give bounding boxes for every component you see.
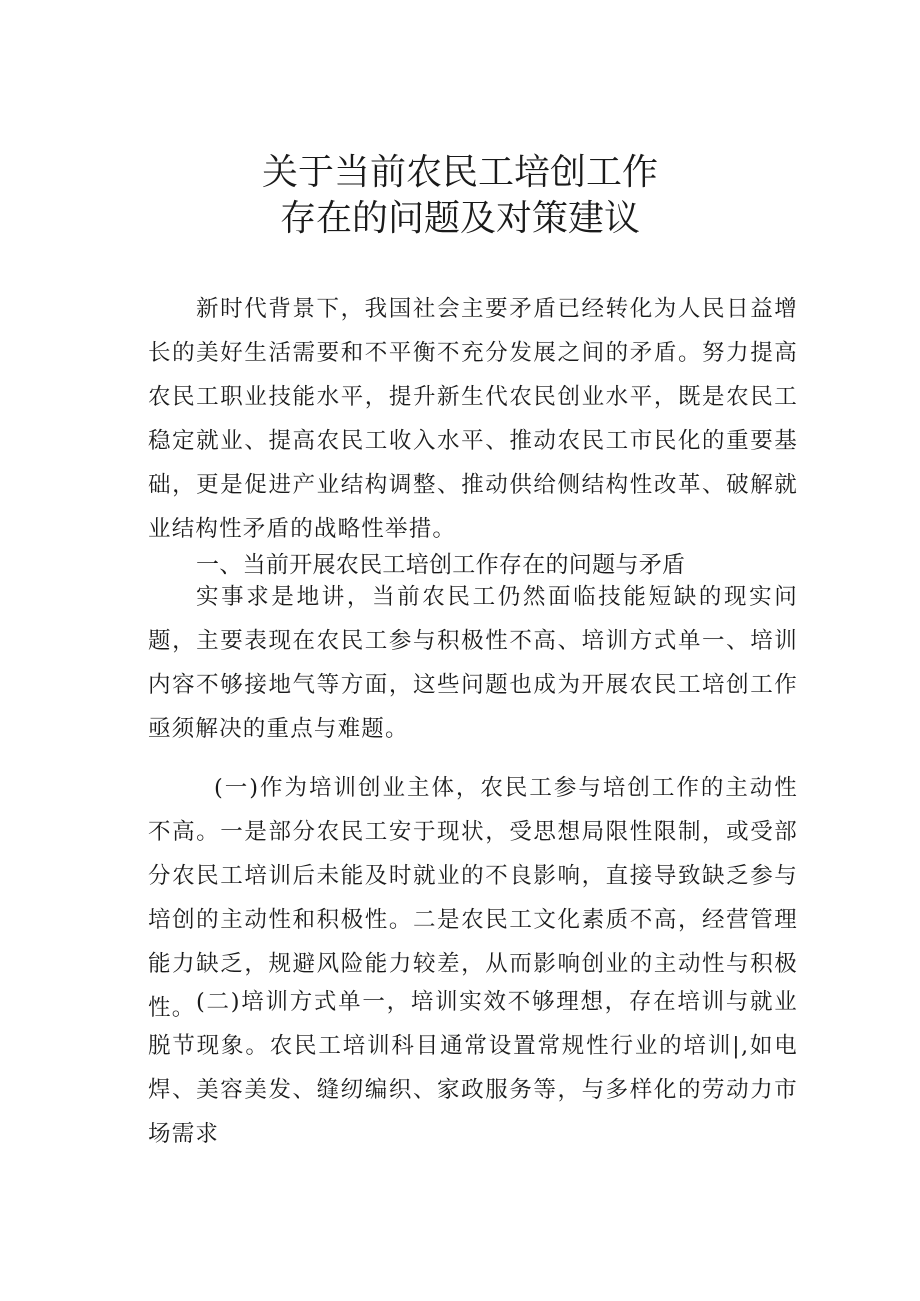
paragraph-point-2: (二)培训方式单一，培训实效不够理想，存在培训与就业脱节现象。农民工培训科目通常设置常规性行业的培训|,如电焊、美容美发、缝纫编织、家政服务等，与多样化的劳动力市场需求 [148,989,798,1147]
paragraph-problems-overview: 实事求是地讲，当前农民工仍然面临技能短缺的现实问题，主要表现在农民工参与积极性不高、培训方式单一、培训内容不够接地气等方面，这些问题也成为开展农民工培创工作亟须解决的重点与难题。 [148,584,798,742]
document-title-line-2: 存在的问题及对策建议 [279,198,640,239]
section-heading-1: 一、当前开展农民工培创工作存在的问题与矛盾 [196,552,686,578]
document-title-line-1: 关于当前农民工培创工作 [261,152,658,193]
paragraph-point-1: (一)作为培训创业主体，农民工参与培创工作的主动性不高。一是部分农民工安于现状，受思想局限性限制，或受部分农民工培训后未能及时就业的不良影响，直接导致缺乏参与培创的主动性和积极性。二是农民工文化素质不高，经营管理能力缺乏，规避风险能力较差，从而影响创业的主动性与积极性。 [148,775,798,1021]
paragraph-intro: 新时代背景下，我国社会主要矛盾已经转化为人民日益增长的美好生活需要和不平衡不充分发展之间的矛盾。努力提高农民工职业技能水平，提升新生代农民创业水平，既是农民工稳定就业、提高农民工收入水平、推动农民工市民化的重要基础，更是促进产业结构调整、推动供给侧结构性改革、破解就业结构性矛盾的战略性举措。 [148,296,798,542]
